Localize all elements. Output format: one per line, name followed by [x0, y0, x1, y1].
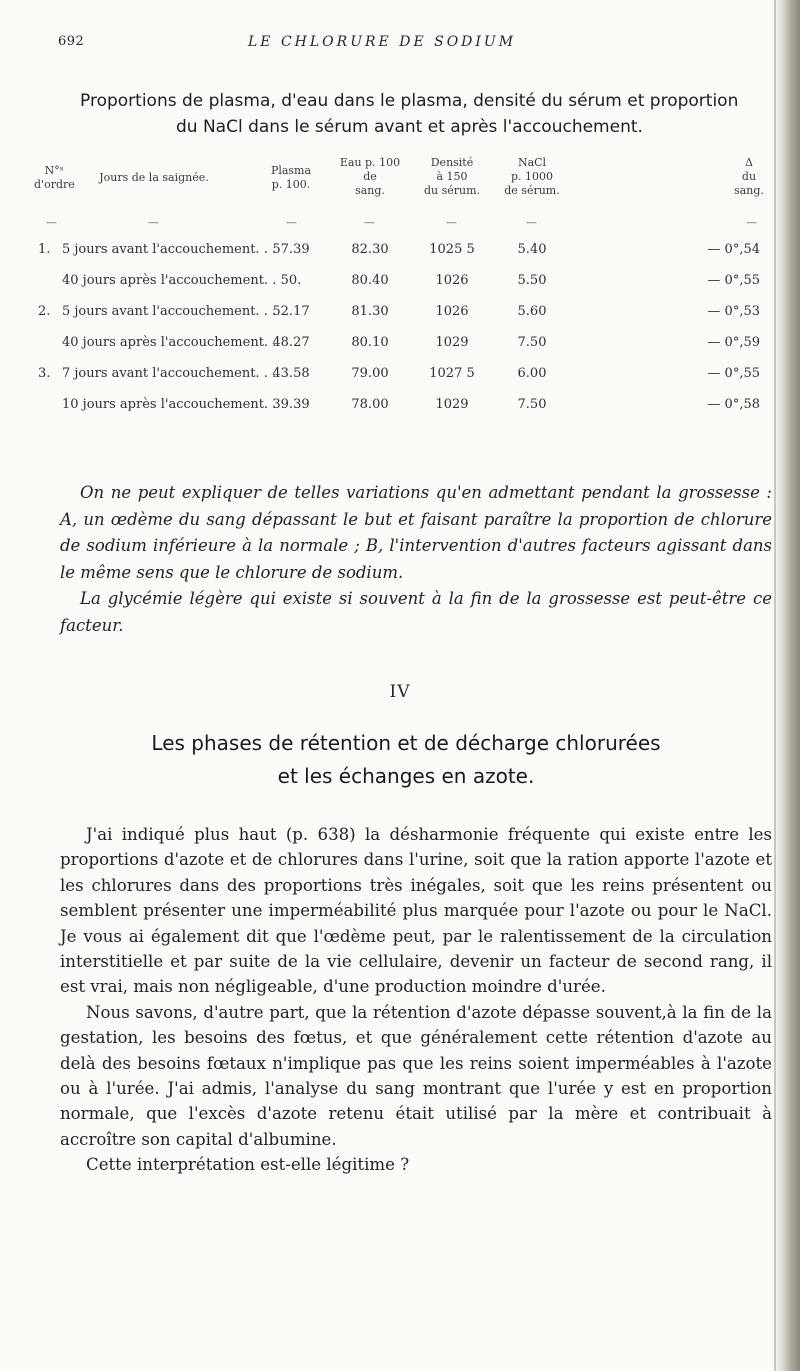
section-title-line-2: et les échanges en azote. [277, 764, 535, 788]
table-caption [80, 88, 770, 140]
row-eau: 81.30 [351, 304, 389, 319]
row-eau: 80.40 [351, 273, 389, 288]
header-dash: — [526, 216, 537, 229]
table-row [34, 366, 776, 386]
header-no-line-1: N°ˢ [44, 164, 64, 177]
header-jours [74, 171, 234, 185]
row-densite: 1029 [435, 397, 469, 412]
section-title-line-1: Les phases de rétention et de décharge chlorurées [151, 731, 661, 755]
italic-commentary [60, 480, 772, 639]
row-nacl: 5.60 [517, 304, 547, 319]
header-plasma-line-2: p. 100. [271, 178, 311, 191]
header-dash: — [46, 216, 57, 229]
header-no [34, 164, 74, 192]
row-eau: 82.30 [351, 242, 389, 257]
table-caption-line-2: du NaCl dans le sérum avant et après l'accouchement. [176, 117, 643, 137]
row-eau: 79.00 [351, 366, 389, 381]
header-eau-line-1: Eau p. 100 [339, 156, 401, 169]
row-plasma: 52.17 [272, 304, 310, 319]
row-densite: 1027 5 [429, 366, 475, 381]
header-nacl-line-3: de sérum. [504, 184, 560, 197]
header-densite-line-1: Densité [430, 156, 474, 169]
table-row [34, 304, 776, 324]
header-densite-line-2: à 150 [436, 170, 468, 183]
body-paragraph: Nous savons, d'autre part, que la rétention d'azote dépasse souvent,à la fin de la gestation, les besoins des fœtus, et que généralement cette rétention d'azote au delà des besoins fœtaux n'implique pas que les reins soient imperméables à l'azote ou à l'urée. J'ai admis, l'analyse du sang montrant que l'urée y est en proportion normale, que l'excès d'azote retenu était utilisé par la mère et contribuait à accroître son capital d'albumine. [60, 1002, 772, 1149]
row-label: 40 jours après l'accouchement. . [62, 273, 277, 288]
header-nacl-line-2: p. 1000 [510, 170, 554, 183]
row-densite: 1025 5 [429, 242, 475, 257]
row-eau: 78.00 [351, 397, 389, 412]
running-title: LE CHLORURE DE SODIUM [248, 34, 517, 50]
row-densite: 1026 [435, 304, 469, 319]
row-nacl: 7.50 [517, 335, 547, 350]
table-row [34, 335, 776, 355]
row-densite: 1029 [435, 335, 469, 350]
page-number: 692 [58, 34, 85, 49]
row-label: 7 jours avant l'accouchement. . . [62, 366, 277, 381]
header-dash: — [446, 216, 457, 229]
row-label: 5 jours avant l'accouchement. . . [62, 242, 277, 257]
header-densite [412, 156, 492, 198]
row-number: 3. [38, 366, 51, 381]
body-paragraph: J'ai indiqué plus haut (p. 638) la désharmonie fréquente qui existe entre les proportions d'azote et de chlorures dans l'urine, soit que la ration apporte l'azote et les chlorures dans des proportions très inégales, soit que les reins présentent ou semblent présenter une imperméabilité plus marquée pour l'azote ou pour le NaCl. Je vous ai également dit que l'œdème peut, par le ralentissement de la circulation interstitielle et par suite de la vie cellulaire, devenir un facteur de second rang, il est vrai, mais non négligeable, d'une production moindre d'urée. [60, 825, 772, 997]
row-plasma: 39.39 [272, 397, 310, 412]
row-number: 2. [38, 304, 51, 319]
body-paragraph: Cette interprétation est-elle légitime ? [86, 1155, 410, 1175]
row-nacl: 6.00 [517, 366, 547, 381]
row-label: 10 jours après l'accouchement. . [62, 397, 277, 412]
header-nacl-line-1: NaCl [517, 156, 547, 169]
table-row [34, 242, 776, 262]
section-title [40, 727, 772, 793]
header-plasma [256, 164, 326, 192]
row-nacl: 5.50 [517, 273, 547, 288]
row-plasma: 57.39 [272, 242, 310, 257]
row-label: 40 jours après l'accouchement. . [62, 335, 277, 350]
table-row [34, 273, 776, 293]
row-densite: 1026 [435, 273, 469, 288]
row-number: 1. [38, 242, 51, 257]
section-numeral: IV [389, 682, 411, 702]
row-delta: — 0°,55 [707, 273, 760, 288]
header-delta-line-2: du [741, 170, 757, 183]
row-nacl: 7.50 [517, 397, 547, 412]
row-delta: — 0°,55 [707, 366, 760, 381]
italic-paragraph: On ne peut expliquer de telles variations qu'en admettant pendant la grossesse : A, un œdème du sang dépassant le but et faisant paraître la proportion de chlorure de sodium inférieure à la normale ; B, l'intervention d'autres facteurs agissant dans le même sens que le chlorure de sodium. [60, 483, 772, 582]
table-caption-line-1: Proportions de plasma, d'eau dans le plasma, densité du sérum et proportion [80, 91, 739, 111]
running-head [58, 34, 758, 56]
header-eau [330, 156, 410, 198]
header-eau-line-3: sang. [355, 184, 385, 197]
header-dash: — [746, 216, 757, 229]
table-row [34, 397, 776, 417]
header-no-line-2: d'ordre [34, 178, 75, 191]
row-delta: — 0°,59 [707, 335, 760, 350]
row-eau: 80.10 [351, 335, 389, 350]
row-plasma: 48.27 [272, 335, 310, 350]
row-plasma: 50. [280, 273, 302, 288]
header-delta-line-3: sang. [734, 184, 764, 197]
header-plasma-line-1: Plasma [270, 164, 312, 177]
header-nacl [492, 156, 572, 198]
header-dash: — [286, 216, 297, 229]
row-nacl: 5.40 [517, 242, 547, 257]
header-dash: — [148, 216, 159, 229]
italic-paragraph: La glycémie légère qui existe si souvent à la fin de la grossesse est peut-être ce facteur. [60, 589, 772, 635]
header-eau-line-2: de [363, 170, 377, 183]
row-plasma: 43.58 [272, 366, 310, 381]
header-delta-line-1: Δ [745, 156, 753, 169]
header-delta [724, 156, 774, 198]
row-delta: — 0°,54 [707, 242, 760, 257]
header-densite-line-3: du sérum. [423, 184, 481, 197]
row-label: 5 jours avant l'accouchement. . . [62, 304, 277, 319]
header-dash: — [364, 216, 375, 229]
row-delta: — 0°,58 [707, 397, 760, 412]
header-jours-label: Jours de la saignée. [99, 171, 209, 184]
row-delta: — 0°,53 [707, 304, 760, 319]
main-text [60, 822, 772, 1178]
